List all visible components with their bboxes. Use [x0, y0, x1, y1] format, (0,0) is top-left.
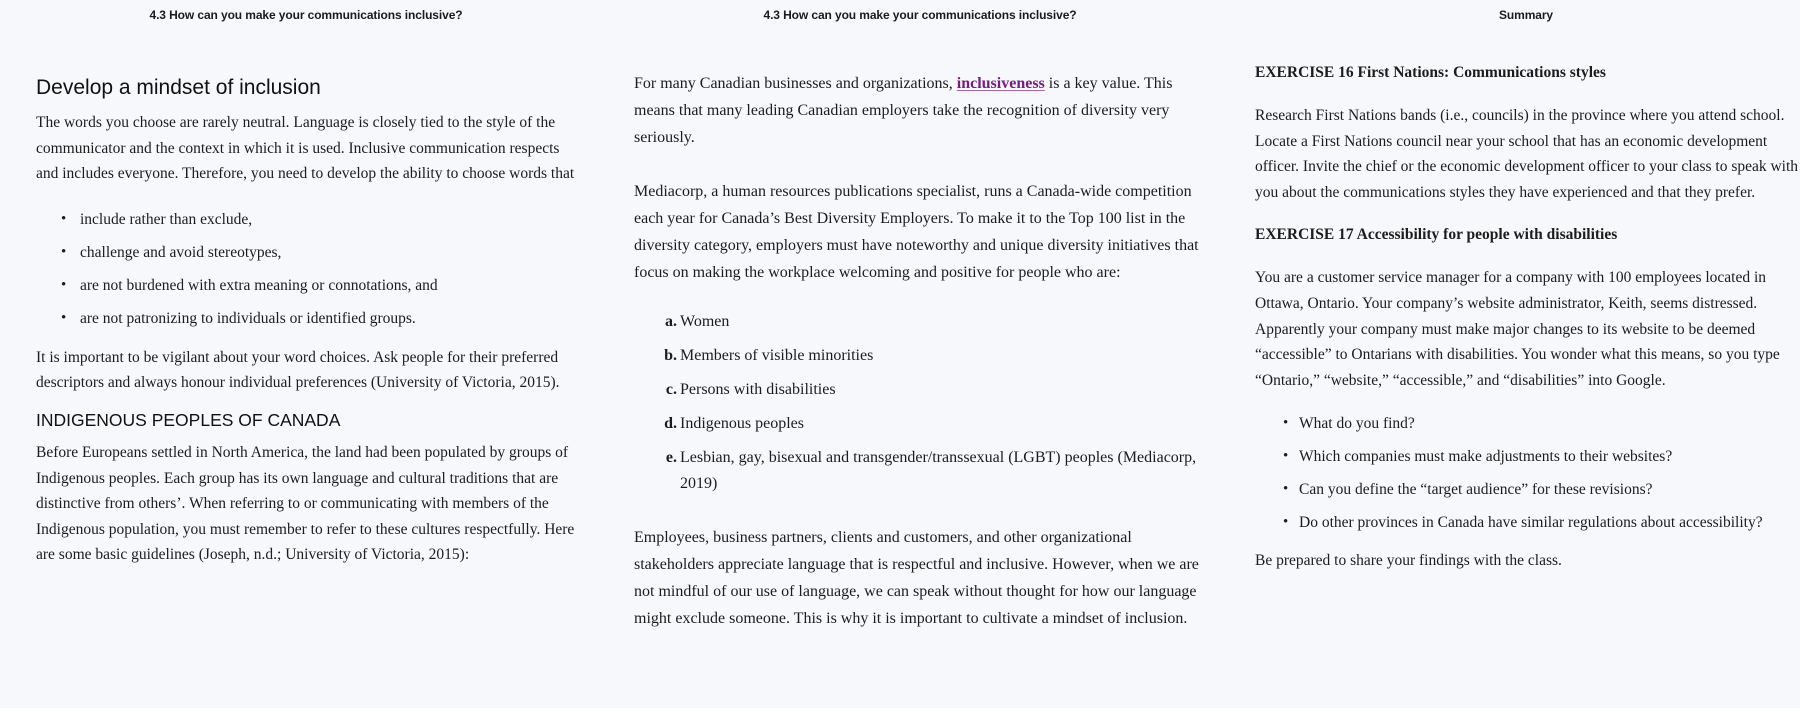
list-marker: e. [665, 449, 677, 466]
page-panel-right [1220, 0, 1800, 708]
inclusiveness-glossary-link[interactable]: inclusiveness [956, 75, 1045, 92]
list-item [634, 343, 1214, 369]
exercise-17-title: EXERCISE 17 Accessibility for people with disabilities [1255, 226, 1618, 244]
page-content [1255, 61, 1800, 573]
subsection-heading: INDIGENOUS PEOPLES OF CANADA [36, 409, 341, 430]
list-item: • What do you find? [1255, 411, 1800, 437]
list-item [634, 445, 1214, 497]
list-item-text: Persons with disabilities [680, 381, 836, 398]
page-panel-middle [600, 0, 1220, 708]
list-item [634, 377, 1214, 403]
list-item-text: Indigenous peoples [680, 415, 804, 432]
list-marker: d. [664, 415, 677, 432]
list-item-text: Members of visible minorities [680, 347, 874, 364]
list-item [634, 309, 1214, 335]
text-span: For many Canadian businesses and organizations, [634, 75, 957, 92]
exercise-17-body: You are a customer service manager for a company with 100 employees located in Ottawa, Ontario. Your company’s website administrator, Keith, seems distressed. Apparently your company must make major changes to its website to be deemed “accessible” to Ontarians with disabilities. You wonder what this means, so you type “Ontario,” “website,” “accessible,” and “disabilities” into Google. [1255, 269, 1780, 389]
exercise-16-title: EXERCISE 16 First Nations: Communications styles [1255, 64, 1606, 81]
list-item: • Which companies must make adjustments to their websites? [1255, 444, 1800, 470]
list-item: • challenge and avoid stereotypes, [36, 240, 584, 265]
intro-paragraph: The words you choose are rarely neutral. Language is closely tied to the style of the communicator and the context in which it is used. Inclusive communication respects and includes everyone. Therefore, you need to develop the ability to choose words that [36, 114, 575, 183]
indigenous-paragraph: Before Europeans settled in North America, the land had been populated by groups of Indigenous peoples. Each group has its own language and cultural traditions that are distinctive from others’. When referring to or communicating with members of the Indigenous population, you must remember to refer to these cultures respectfully. Here are some basic guidelines (Joseph, n.d.; University of Victoria, 2015): [36, 443, 575, 564]
list-marker: a. [665, 313, 677, 330]
list-item: • include rather than exclude, [36, 207, 584, 232]
stakeholders-paragraph: Employees, business partners, clients and customers, and other organizational stakeholders appreciate language that is respectful and inclusive. However, when we are not mindful of our use of language, we can speak without thought for how our language might exclude someone. This is why it is important to cultivate a mindset of inclusion. [634, 529, 1199, 627]
list-item: • Do other provinces in Canada have similar regulations about accessibility? [1255, 510, 1800, 536]
list-marker: b. [664, 347, 677, 364]
list-item-text: Women [680, 313, 730, 330]
closing-paragraph: Be prepared to share your findings with the class. [1255, 551, 1562, 569]
text-span: is a key value. This means that many leading Canadian employers take the recognition of diversity very seriously. [634, 75, 1173, 146]
inclusiveness-paragraph [634, 70, 1214, 151]
page-panel-left [0, 0, 600, 708]
list-item [634, 411, 1214, 437]
running-head: Summary [1499, 8, 1553, 22]
question-list [1255, 411, 1800, 536]
vigilant-paragraph: It is important to be vigilant about your word choices. Ask people for their preferred descriptors and always honour individual preferences (University of Victoria, 2015). [36, 348, 560, 392]
running-head: 4.3 How can you make your communications inclusive? [763, 8, 1077, 22]
list-marker: c. [665, 381, 677, 398]
exercise-16-body: Research First Nations bands (i.e., councils) in the province where you attend school. Locate a First Nations council near your school that has an economic development officer. Invite the chief or the economic development officer to your class to speak with you about the communications styles they have experienced and that they prefer. [1255, 107, 1799, 201]
list-item-text: Lesbian, gay, bisexual and transgender/transsexual (LGBT) peoples (Mediacorp, 2019) [680, 449, 1197, 492]
mediacorp-paragraph: Mediacorp, a human resources publications specialist, runs a Canada-wide competition each year for Canada’s Best Diversity Employers. To make it to the Top 100 list in the diversity category, employers must have noteworthy and unique diversity initiatives that focus on making the workplace welcoming and positive for people who are: [634, 183, 1199, 281]
running-head: 4.3 How can you make your communications inclusive? [149, 8, 463, 22]
list-item: • are not patronizing to individuals or identified groups. [36, 306, 584, 331]
list-item: • Can you define the “target audience” for these revisions? [1255, 477, 1800, 503]
section-heading: Develop a mindset of inclusion [36, 76, 321, 99]
bullet-list [36, 207, 584, 331]
list-item: • are not burdened with extra meaning or connotations, and [36, 273, 584, 298]
lettered-list [634, 309, 1214, 497]
page-content [634, 70, 1214, 659]
page-content [36, 74, 584, 578]
